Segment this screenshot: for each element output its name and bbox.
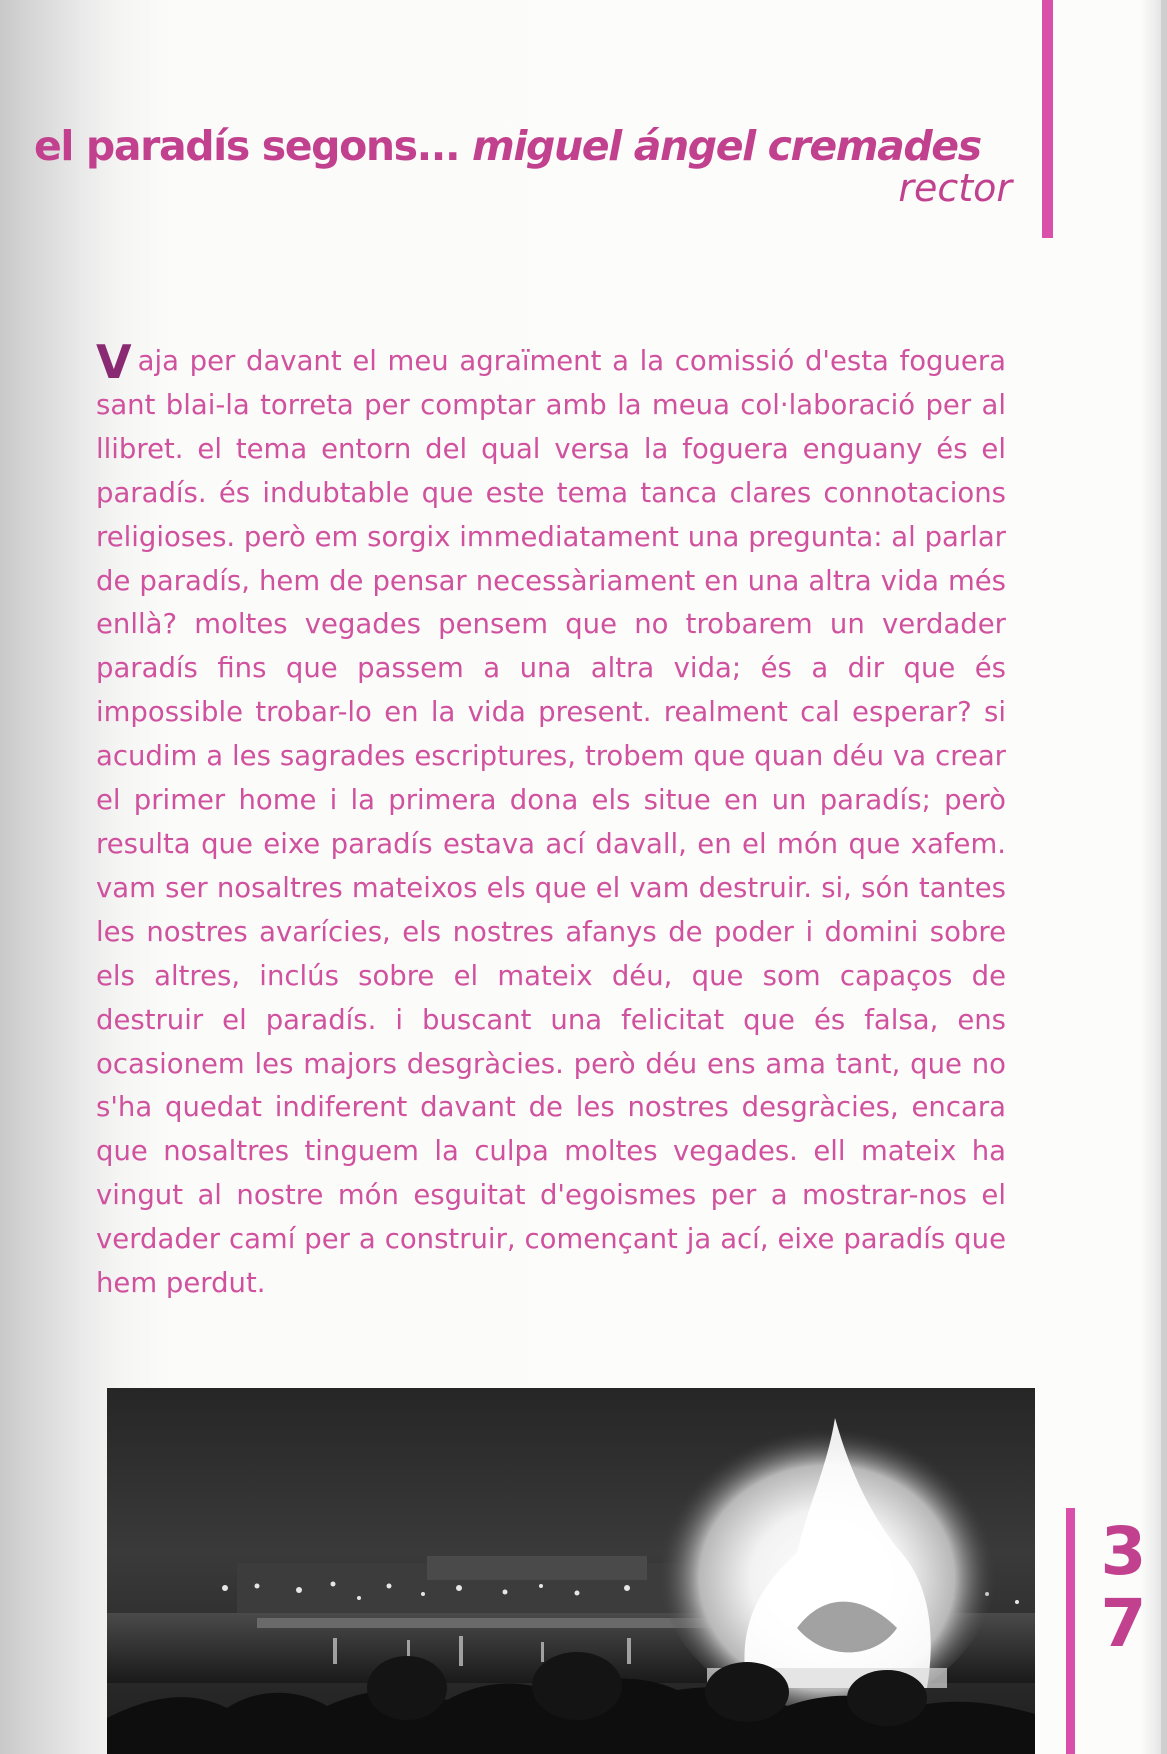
article-title: [34, 118, 1016, 174]
page-number-digit-1: 3: [1100, 1513, 1147, 1590]
drop-cap: V: [96, 335, 132, 389]
title-accent-bar: [1042, 0, 1053, 238]
bonfire-photo-graphic: [107, 1388, 1035, 1754]
article-text: aja per davant el meu agraïment a la comissió d'esta foguera sant blai-la torreta per comptar amb la meua col·laboració per al llibret. el tema entorn del qual versa la foguera enguany és el paradís. és indubtable que este tema tanca clares connotacions religioses. però em sorgix immediatament una pregunta: al parlar de paradís, hem de pensar necessàriament en una altra vida més enllà? moltes vegades pensem que no trobarem un verdader paradís fins que passem a una altra vida; és a dir que és impossible trobar-lo en la vida present. realment cal esperar? si acudim a les sagrades escriptures, trobem que quan déu va crear el primer home i la primera dona els situe en un paradís; però resulta que eixe paradís estava ací davall, en el món que xafem. vam ser nosaltres mateixos els que el vam destruir. si, són tantes les nostres avarícies, els nostres afanys de poder i domini sobre els altres, inclús sobre el mateix déu, que som capaços de destruir el paradís. i buscant una felicitat que és falsa, ens ocasionem les majors desgràcies. però déu ens ama tant, que no s'ha quedat indiferent davant de les nostres desgràcies, encara que nosaltres tinguem la culpa moltes vegades. ell mateix ha vingut al nostre món esguitat d'egoismes per a mostrar-nos el verdader camí per a construir, començant ja ací, eixe paradís que hem perdut.: [96, 345, 1006, 1300]
title-prefix: el paradís segons...: [34, 122, 473, 170]
bonfire-photo: [107, 1388, 1035, 1754]
author-role: rector: [898, 166, 1012, 210]
page-number: [1080, 1513, 1167, 1662]
page-number-accent-bar: [1066, 1508, 1075, 1754]
author-name: miguel ángel cremades: [472, 122, 981, 170]
article-header: [34, 118, 1016, 208]
article-body: [96, 335, 1006, 1306]
page-edge: [1161, 0, 1167, 1754]
page-number-digit-2: 7: [1100, 1585, 1147, 1662]
